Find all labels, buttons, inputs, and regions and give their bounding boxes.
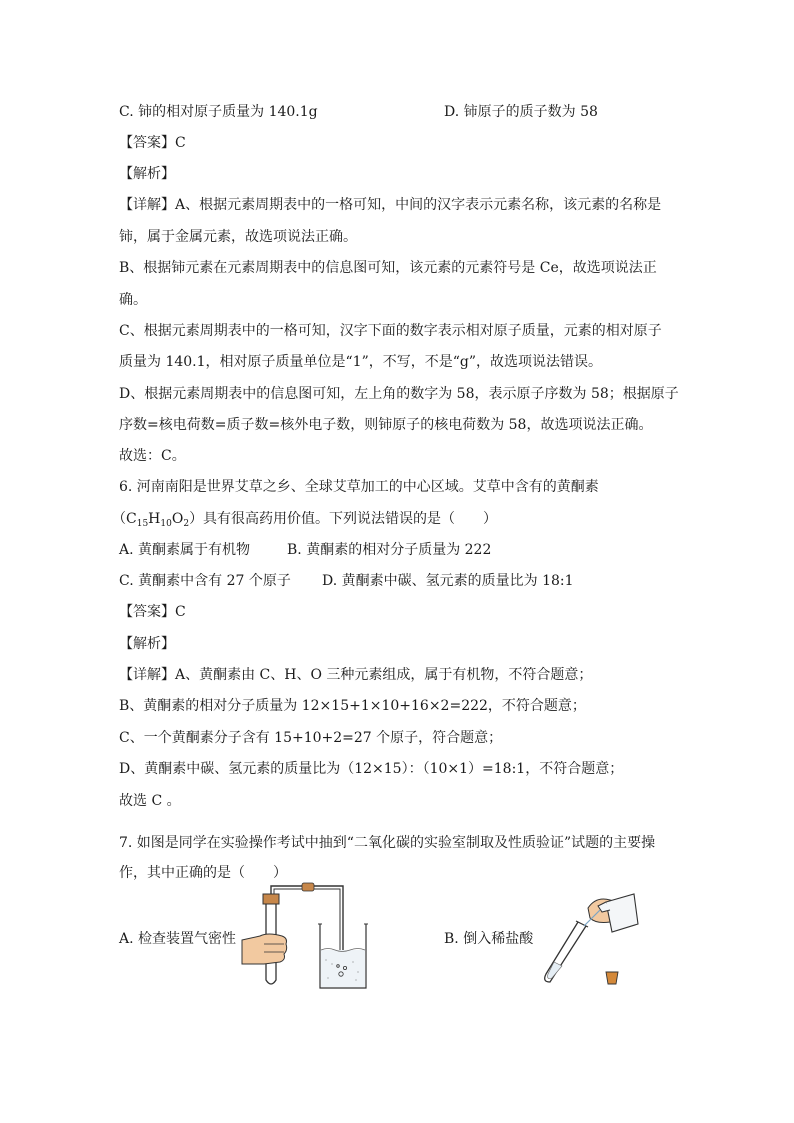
q7-option-b-label: B. 倒入稀盐酸 xyxy=(444,931,534,947)
q5-detail-c-line1: C、根据元素周期表中的一格可知，汉字下面的数字表示相对原子质量，元素的相对原子 xyxy=(119,323,662,339)
q6-formula-sub-h: 10 xyxy=(160,519,172,529)
pouring-acid-figure xyxy=(526,892,641,987)
q6-option-a: A. 黄酮素属于有机物 xyxy=(119,542,251,558)
q6-detail-c: C、一个黄酮素分子含有 15+10+2=27 个原子，符合题意； xyxy=(119,730,503,746)
q6-answer: 【答案】C xyxy=(119,604,186,620)
q6-analysis-heading: 【解析】 xyxy=(119,636,175,652)
q5-detail-d-line1: D、根据元素周期表中的信息图可知，左上角的数字为 58，表示原子序数为 58；根据原子 xyxy=(119,386,679,402)
q5-answer: 【答案】C xyxy=(119,135,186,151)
bottle-stopper xyxy=(606,972,618,984)
tube-connector xyxy=(302,883,314,891)
q6-detail-b: B、黄酮素的相对分子质量为 12×15+1×10+16×2=222，不符合题意； xyxy=(119,698,586,714)
q5-analysis-heading: 【解析】 xyxy=(119,166,175,182)
reagent-bottle xyxy=(606,894,638,932)
q6-formula-sub-o: 2 xyxy=(183,519,190,529)
q5-detail-a-line1: 【详解】A、根据元素周期表中的一格可知，中间的汉字表示元素名称，该元素的名称是 xyxy=(119,197,662,213)
q6-detail-d: D、黄酮素中碳、氢元素的质量比为（12×15）：（10×1）=18:1，不符合题意； xyxy=(119,761,624,777)
q6-stem-rest: ）具有很高药用价值。下列说法错误的是（ ） xyxy=(189,511,498,527)
q6-conclusion: 故选 C 。 xyxy=(119,793,181,809)
q7-option-a-label: A. 检查装置气密性 xyxy=(119,931,237,947)
q5-detail-a-line2: 铈，属于金属元素，故选项说法正确。 xyxy=(119,229,357,245)
acid-liquid xyxy=(548,962,563,979)
q5-option-c: C. 铈的相对原子质量为 140.1g xyxy=(119,104,318,120)
q7-stem-line2: 作，其中正确的是（ ） xyxy=(119,865,287,881)
q6-stem-line2 xyxy=(112,509,497,529)
q5-detail-b-line2: 确。 xyxy=(119,292,147,308)
q5-option-d: D. 铈原子的质子数为 58 xyxy=(444,104,598,120)
q6-option-b: B. 黄酮素的相对分子质量为 222 xyxy=(287,542,492,558)
q6-formula-h: H xyxy=(148,511,161,527)
q5-detail-b-line1: B、根据铈元素在元素周期表中的信息图可知，该元素的元素符号是 Ce，故选项说法正 xyxy=(119,260,657,276)
rubber-stopper xyxy=(263,894,279,904)
q6-formula-open: （C xyxy=(112,511,137,527)
airtightness-apparatus-figure xyxy=(238,880,368,992)
q6-option-c: C. 黄酮素中含有 27 个原子 xyxy=(119,573,291,589)
q6-stem-line1: 6. 河南南阳是世界艾草之乡、全球艾草加工的中心区域。艾草中含有的黄酮素 xyxy=(119,479,599,495)
q6-formula-sub-c: 15 xyxy=(136,519,149,529)
hand-shape xyxy=(242,934,287,964)
q5-conclusion: 故选：C。 xyxy=(119,448,186,464)
q6-option-d: D. 黄酮素中碳、氢元素的质量比为 18:1 xyxy=(322,573,574,589)
q7-stem-line1: 7. 如图是同学在实验操作考试中抽到“二氧化碳的实验室制取及性质验证”试题的主要操 xyxy=(119,835,656,851)
q5-detail-d-line2: 序数=核电荷数=质子数=核外电子数，则铈原子的核电荷数为 58，故选项说法正确。 xyxy=(119,417,653,433)
q5-detail-c-line2: 质量为 140.1，相对原子质量单位是“1”，不写，不是“g”，故选项说法错误。 xyxy=(119,354,603,370)
q6-formula-o: O xyxy=(171,511,184,527)
beaker-water xyxy=(321,950,365,987)
q6-detail-a: 【详解】A、黄酮素由 C、H、O 三种元素组成，属于有机物，不符合题意； xyxy=(119,667,593,683)
